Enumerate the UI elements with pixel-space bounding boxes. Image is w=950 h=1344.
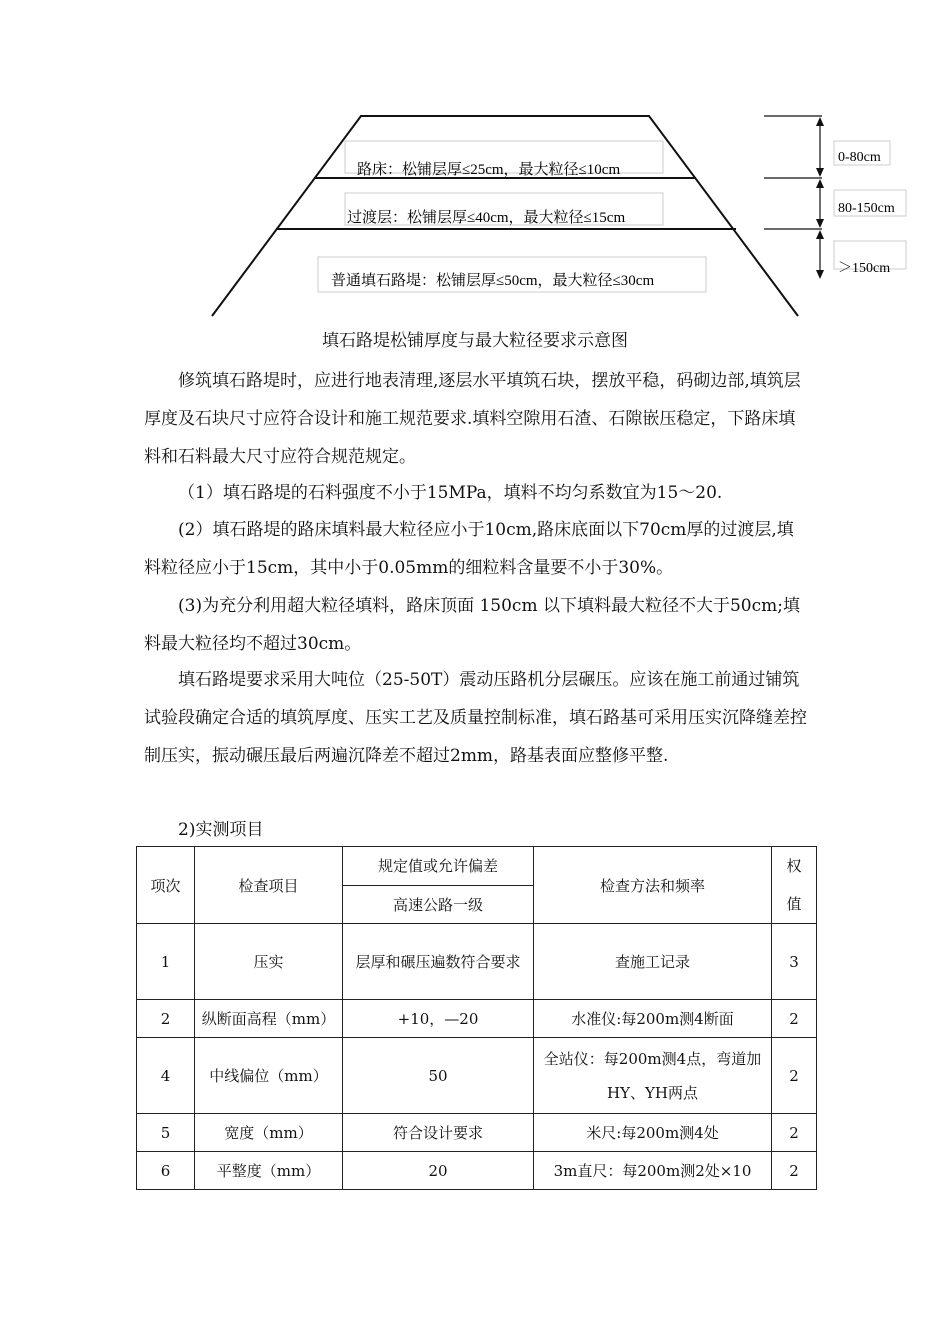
dim2-label: 80-150cm xyxy=(838,201,895,216)
cell-method: 查施工记录 xyxy=(534,924,772,1000)
cell-seq: 6 xyxy=(137,1152,195,1190)
header-spec-sub: 高速公路一级 xyxy=(343,885,534,924)
table-header-row xyxy=(137,847,817,886)
cell-weight: 2 xyxy=(772,1152,817,1190)
arrow-up-icon xyxy=(816,179,824,188)
cell-spec: 符合设计要求 xyxy=(343,1114,534,1152)
figure-caption: 填石路堤松铺厚度与最大粒径要求示意图 xyxy=(322,331,628,351)
table-row xyxy=(137,1152,817,1190)
paragraph-4: (3)为充分利用超大粒径填料，路床顶面 150cm 以下填料最大粒径不大于50cm;填料最大粒径均不超过30cm。 xyxy=(144,596,800,654)
paragraph-1: 修筑填石路堤时，应进行地表清理,逐层水平填筑石块，摆放平稳，码砌边部,填筑层厚度及石块尺寸应符合设计和施工规范要求.填料空隙用石渣、石隙嵌压稳定，下路床填料和石料最大尺寸应符合规范规定。 xyxy=(144,371,801,467)
header-weight: 权值 xyxy=(772,847,817,924)
cell-seq: 5 xyxy=(137,1114,195,1152)
cell-item: 中线偏位（mm） xyxy=(195,1038,343,1114)
cell-seq: 2 xyxy=(137,1000,195,1038)
header-spec: 规定值或允许偏差 xyxy=(343,847,534,886)
paragraph-3: (2）填石路堤的路床填料最大粒径应小于10cm,路床底面以下70cm厚的过渡层,填料粒径应小于15cm，其中小于0.05mm的细粒料含量要不小于30%。 xyxy=(144,520,794,578)
cell-spec: 20 xyxy=(343,1152,534,1190)
section-heading: 2)实测项目 xyxy=(178,820,264,840)
cell-item: 宽度（mm） xyxy=(195,1114,343,1152)
cell-item: 压实 xyxy=(195,924,343,1000)
cell-spec: 50 xyxy=(343,1038,534,1114)
paragraph-2: （1）填石路堤的石料强度不小于15MPa，填料不均匀系数宜为15～20. xyxy=(178,483,723,503)
cell-method: 水准仪:每200m测4断面 xyxy=(534,1000,772,1038)
layer2-label: 过渡层：松铺层厚≤40cm，最大粒径≤15cm xyxy=(347,210,626,226)
table-row xyxy=(137,924,817,1000)
cell-weight: 2 xyxy=(772,1038,817,1114)
paragraph-5: 填石路堤要求采用大吨位（25-50T）震动压路机分层碾压。应该在施工前通过铺筑试验段确定合适的填筑厚度、压实工艺及质量控制标准，填石路基可采用压实沉降缝差控制压实，振动碾压最后两遍沉降差不超过2mm，路基表面应整修平整. xyxy=(144,670,807,766)
arrow-down-icon xyxy=(816,219,824,228)
layer3-label: 普通填石路堤：松铺层厚≤50cm，最大粒径≤30cm xyxy=(331,273,655,289)
cell-item: 纵断面高程（mm） xyxy=(195,1000,343,1038)
table-row xyxy=(137,1038,817,1114)
dim1-label: 0-80cm xyxy=(838,150,881,165)
cell-item: 平整度（mm） xyxy=(195,1152,343,1190)
header-method: 检查方法和频率 xyxy=(534,847,772,924)
cell-method: 全站仪：每200m测4点，弯道加HY、YH两点 xyxy=(534,1038,772,1114)
cell-method: 米尺:每200m测4处 xyxy=(534,1114,772,1152)
arrow-down-icon xyxy=(816,168,824,177)
arrow-up-icon xyxy=(816,230,824,239)
table-row xyxy=(137,1000,817,1038)
cell-weight: 2 xyxy=(772,1000,817,1038)
cell-weight: 3 xyxy=(772,924,817,1000)
inspection-table xyxy=(136,846,817,1190)
arrow-down-icon xyxy=(816,270,824,279)
header-item: 检查项目 xyxy=(195,847,343,924)
table-row xyxy=(137,1114,817,1152)
dim3-label: ＞150cm xyxy=(838,261,891,276)
cell-spec: 层厚和碾压遍数符合要求 xyxy=(343,924,534,1000)
layer1-label: 路床：松铺层厚≤25cm，最大粒径≤10cm xyxy=(357,162,621,178)
embankment-diagram xyxy=(0,0,950,330)
cell-method: 3m直尺：每200m测2处×10 xyxy=(534,1152,772,1190)
arrow-up-icon xyxy=(816,117,824,126)
cell-weight: 2 xyxy=(772,1114,817,1152)
cell-seq: 4 xyxy=(137,1038,195,1114)
cell-spec: +10，—20 xyxy=(343,1000,534,1038)
cell-seq: 1 xyxy=(137,924,195,1000)
header-seq: 项次 xyxy=(137,847,195,924)
